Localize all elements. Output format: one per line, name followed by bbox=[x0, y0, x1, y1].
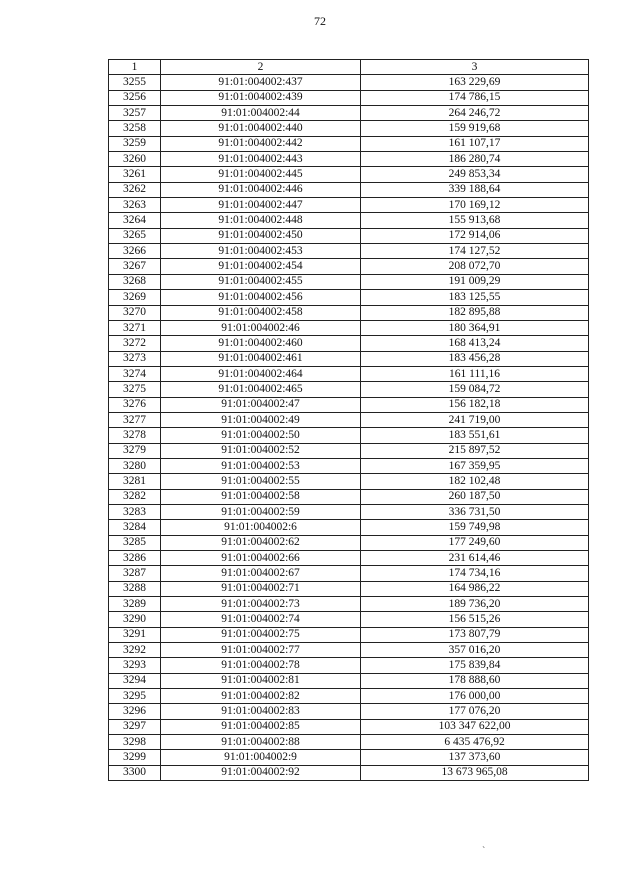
cadastral-value-cell: 137 373,60 bbox=[361, 750, 589, 765]
row-number-cell: 3283 bbox=[109, 504, 161, 519]
cadastral-number-cell: 91:01:004002:49 bbox=[161, 412, 361, 427]
row-number-cell: 3281 bbox=[109, 474, 161, 489]
cadastral-value-cell: 231 614,46 bbox=[361, 551, 589, 566]
cadastral-number-cell: 91:01:004002:437 bbox=[161, 75, 361, 90]
table-row bbox=[109, 612, 589, 627]
row-number-cell: 3273 bbox=[109, 351, 161, 366]
cadastral-number-cell: 91:01:004002:461 bbox=[161, 351, 361, 366]
cadastral-value-cell: 336 731,50 bbox=[361, 504, 589, 519]
cadastral-number-cell: 91:01:004002:448 bbox=[161, 213, 361, 228]
cadastral-value-cell: 208 072,70 bbox=[361, 259, 589, 274]
table-row bbox=[109, 535, 589, 550]
table-row bbox=[109, 198, 589, 213]
cadastral-number-cell: 91:01:004002:78 bbox=[161, 658, 361, 673]
row-number-cell: 3260 bbox=[109, 152, 161, 167]
row-number-cell: 3262 bbox=[109, 182, 161, 197]
cadastral-number-cell: 91:01:004002:44 bbox=[161, 106, 361, 121]
cadastral-number-cell: 91:01:004002:46 bbox=[161, 320, 361, 335]
table-row bbox=[109, 320, 589, 335]
row-number-cell: 3293 bbox=[109, 658, 161, 673]
cadastral-number-cell: 91:01:004002:83 bbox=[161, 704, 361, 719]
row-number-cell: 3296 bbox=[109, 704, 161, 719]
cadastral-value-cell: 161 107,17 bbox=[361, 136, 589, 151]
cadastral-value-cell: 174 127,52 bbox=[361, 244, 589, 259]
column-header-value: 3 bbox=[361, 60, 589, 75]
cadastral-number-cell: 91:01:004002:454 bbox=[161, 259, 361, 274]
cadastral-number-cell: 91:01:004002:59 bbox=[161, 504, 361, 519]
table-row bbox=[109, 75, 589, 90]
row-number-cell: 3284 bbox=[109, 520, 161, 535]
row-number-cell: 3298 bbox=[109, 735, 161, 750]
cadastral-value-cell: 176 000,00 bbox=[361, 689, 589, 704]
cadastral-value-cell: 189 736,20 bbox=[361, 597, 589, 612]
cadastral-value-cell: 264 246,72 bbox=[361, 106, 589, 121]
cadastral-value-cell: 172 914,06 bbox=[361, 228, 589, 243]
cadastral-value-cell: 174 734,16 bbox=[361, 566, 589, 581]
table-row bbox=[109, 458, 589, 473]
column-header-number: 1 bbox=[109, 60, 161, 75]
table-row bbox=[109, 182, 589, 197]
cadastral-value-cell: 174 786,15 bbox=[361, 90, 589, 105]
row-number-cell: 3279 bbox=[109, 443, 161, 458]
cadastral-number-cell: 91:01:004002:71 bbox=[161, 581, 361, 596]
row-number-cell: 3265 bbox=[109, 228, 161, 243]
cadastral-value-cell: 173 807,79 bbox=[361, 627, 589, 642]
cadastral-number-cell: 91:01:004002:453 bbox=[161, 244, 361, 259]
cadastral-number-cell: 91:01:004002:67 bbox=[161, 566, 361, 581]
cadastral-number-cell: 91:01:004002:443 bbox=[161, 152, 361, 167]
row-number-cell: 3263 bbox=[109, 198, 161, 213]
table-body bbox=[109, 75, 589, 781]
row-number-cell: 3272 bbox=[109, 336, 161, 351]
table-row bbox=[109, 643, 589, 658]
table-row bbox=[109, 336, 589, 351]
cadastral-value-table bbox=[108, 59, 589, 781]
cadastral-value-cell: 159 919,68 bbox=[361, 121, 589, 136]
row-number-cell: 3257 bbox=[109, 106, 161, 121]
cadastral-number-cell: 91:01:004002:85 bbox=[161, 719, 361, 734]
cadastral-value-cell: 178 888,60 bbox=[361, 673, 589, 688]
cadastral-number-cell: 91:01:004002:446 bbox=[161, 182, 361, 197]
cadastral-number-cell: 91:01:004002:6 bbox=[161, 520, 361, 535]
row-number-cell: 3258 bbox=[109, 121, 161, 136]
cadastral-number-cell: 91:01:004002:52 bbox=[161, 443, 361, 458]
cadastral-number-cell: 91:01:004002:439 bbox=[161, 90, 361, 105]
table-row bbox=[109, 382, 589, 397]
cadastral-number-cell: 91:01:004002:464 bbox=[161, 366, 361, 381]
table-row bbox=[109, 290, 589, 305]
row-number-cell: 3259 bbox=[109, 136, 161, 151]
table-row bbox=[109, 581, 589, 596]
cadastral-number-cell: 91:01:004002:445 bbox=[161, 167, 361, 182]
table-row bbox=[109, 121, 589, 136]
table-row bbox=[109, 520, 589, 535]
table-row bbox=[109, 443, 589, 458]
table-row bbox=[109, 658, 589, 673]
cadastral-value-cell: 13 673 965,08 bbox=[361, 765, 589, 780]
row-number-cell: 3294 bbox=[109, 673, 161, 688]
row-number-cell: 3255 bbox=[109, 75, 161, 90]
cadastral-number-cell: 91:01:004002:465 bbox=[161, 382, 361, 397]
cadastral-number-cell: 91:01:004002:456 bbox=[161, 290, 361, 305]
column-header-cadastral-number: 2 bbox=[161, 60, 361, 75]
cadastral-number-cell: 91:01:004002:458 bbox=[161, 305, 361, 320]
cadastral-value-cell: 182 895,88 bbox=[361, 305, 589, 320]
row-number-cell: 3295 bbox=[109, 689, 161, 704]
row-number-cell: 3271 bbox=[109, 320, 161, 335]
row-number-cell: 3297 bbox=[109, 719, 161, 734]
cadastral-number-cell: 91:01:004002:440 bbox=[161, 121, 361, 136]
cadastral-number-cell: 91:01:004002:50 bbox=[161, 428, 361, 443]
cadastral-number-cell: 91:01:004002:88 bbox=[161, 735, 361, 750]
row-number-cell: 3264 bbox=[109, 213, 161, 228]
table-row bbox=[109, 351, 589, 366]
table-row bbox=[109, 689, 589, 704]
cadastral-value-cell: 177 249,60 bbox=[361, 535, 589, 550]
cadastral-value-cell: 159 749,98 bbox=[361, 520, 589, 535]
cadastral-number-cell: 91:01:004002:82 bbox=[161, 689, 361, 704]
cadastral-number-cell: 91:01:004002:460 bbox=[161, 336, 361, 351]
table-row bbox=[109, 152, 589, 167]
table-row bbox=[109, 765, 589, 780]
table-row bbox=[109, 259, 589, 274]
cadastral-value-cell: 191 009,29 bbox=[361, 274, 589, 289]
cadastral-number-cell: 91:01:004002:450 bbox=[161, 228, 361, 243]
cadastral-value-cell: 182 102,48 bbox=[361, 474, 589, 489]
table-row bbox=[109, 366, 589, 381]
cadastral-number-cell: 91:01:004002:73 bbox=[161, 597, 361, 612]
row-number-cell: 3291 bbox=[109, 627, 161, 642]
table-row bbox=[109, 735, 589, 750]
row-number-cell: 3261 bbox=[109, 167, 161, 182]
row-number-cell: 3256 bbox=[109, 90, 161, 105]
cadastral-number-cell: 91:01:004002:62 bbox=[161, 535, 361, 550]
cadastral-value-cell: 357 016,20 bbox=[361, 643, 589, 658]
table-row bbox=[109, 566, 589, 581]
cadastral-value-cell: 167 359,95 bbox=[361, 458, 589, 473]
cadastral-number-cell: 91:01:004002:9 bbox=[161, 750, 361, 765]
table-header-row bbox=[109, 60, 589, 75]
table-row bbox=[109, 397, 589, 412]
table-row bbox=[109, 274, 589, 289]
cadastral-number-cell: 91:01:004002:81 bbox=[161, 673, 361, 688]
cadastral-value-cell: 6 435 476,92 bbox=[361, 735, 589, 750]
cadastral-value-cell: 163 229,69 bbox=[361, 75, 589, 90]
row-number-cell: 3268 bbox=[109, 274, 161, 289]
table-row bbox=[109, 704, 589, 719]
cadastral-number-cell: 91:01:004002:66 bbox=[161, 551, 361, 566]
cadastral-number-cell: 91:01:004002:455 bbox=[161, 274, 361, 289]
table-row bbox=[109, 305, 589, 320]
table-row bbox=[109, 597, 589, 612]
cadastral-value-cell: 159 084,72 bbox=[361, 382, 589, 397]
row-number-cell: 3299 bbox=[109, 750, 161, 765]
footer-mark: ` bbox=[482, 846, 486, 857]
cadastral-number-cell: 91:01:004002:58 bbox=[161, 489, 361, 504]
row-number-cell: 3266 bbox=[109, 244, 161, 259]
cadastral-value-cell: 180 364,91 bbox=[361, 320, 589, 335]
table-row bbox=[109, 551, 589, 566]
row-number-cell: 3267 bbox=[109, 259, 161, 274]
row-number-cell: 3275 bbox=[109, 382, 161, 397]
table-row bbox=[109, 504, 589, 519]
cadastral-value-cell: 183 551,61 bbox=[361, 428, 589, 443]
cadastral-value-cell: 164 986,22 bbox=[361, 581, 589, 596]
cadastral-value-cell: 241 719,00 bbox=[361, 412, 589, 427]
table-row bbox=[109, 213, 589, 228]
table-row bbox=[109, 719, 589, 734]
row-number-cell: 3274 bbox=[109, 366, 161, 381]
cadastral-number-cell: 91:01:004002:55 bbox=[161, 474, 361, 489]
cadastral-number-cell: 91:01:004002:53 bbox=[161, 458, 361, 473]
row-number-cell: 3288 bbox=[109, 581, 161, 596]
cadastral-value-cell: 177 076,20 bbox=[361, 704, 589, 719]
row-number-cell: 3269 bbox=[109, 290, 161, 305]
page-number: 72 bbox=[314, 14, 326, 28]
cadastral-value-cell: 175 839,84 bbox=[361, 658, 589, 673]
row-number-cell: 3280 bbox=[109, 458, 161, 473]
cadastral-value-cell: 170 169,12 bbox=[361, 198, 589, 213]
table-row bbox=[109, 750, 589, 765]
table-row bbox=[109, 673, 589, 688]
cadastral-value-cell: 249 853,34 bbox=[361, 167, 589, 182]
cadastral-value-cell: 215 897,52 bbox=[361, 443, 589, 458]
row-number-cell: 3282 bbox=[109, 489, 161, 504]
table-row bbox=[109, 474, 589, 489]
cadastral-value-cell: 103 347 622,00 bbox=[361, 719, 589, 734]
table-row bbox=[109, 627, 589, 642]
row-number-cell: 3277 bbox=[109, 412, 161, 427]
cadastral-value-cell: 183 125,55 bbox=[361, 290, 589, 305]
cadastral-value-cell: 186 280,74 bbox=[361, 152, 589, 167]
row-number-cell: 3276 bbox=[109, 397, 161, 412]
table-row bbox=[109, 412, 589, 427]
cadastral-number-cell: 91:01:004002:47 bbox=[161, 397, 361, 412]
cadastral-value-cell: 161 111,16 bbox=[361, 366, 589, 381]
row-number-cell: 3285 bbox=[109, 535, 161, 550]
table-row bbox=[109, 428, 589, 443]
cadastral-number-cell: 91:01:004002:75 bbox=[161, 627, 361, 642]
table-row bbox=[109, 244, 589, 259]
row-number-cell: 3289 bbox=[109, 597, 161, 612]
cadastral-value-cell: 168 413,24 bbox=[361, 336, 589, 351]
row-number-cell: 3286 bbox=[109, 551, 161, 566]
cadastral-number-cell: 91:01:004002:92 bbox=[161, 765, 361, 780]
cadastral-number-cell: 91:01:004002:77 bbox=[161, 643, 361, 658]
cadastral-value-cell: 155 913,68 bbox=[361, 213, 589, 228]
cadastral-value-cell: 260 187,50 bbox=[361, 489, 589, 504]
cadastral-number-cell: 91:01:004002:442 bbox=[161, 136, 361, 151]
cadastral-value-cell: 339 188,64 bbox=[361, 182, 589, 197]
cadastral-value-cell: 156 182,18 bbox=[361, 397, 589, 412]
table-row bbox=[109, 167, 589, 182]
cadastral-number-cell: 91:01:004002:74 bbox=[161, 612, 361, 627]
row-number-cell: 3287 bbox=[109, 566, 161, 581]
row-number-cell: 3292 bbox=[109, 643, 161, 658]
row-number-cell: 3278 bbox=[109, 428, 161, 443]
table-row bbox=[109, 489, 589, 504]
row-number-cell: 3290 bbox=[109, 612, 161, 627]
table-row bbox=[109, 136, 589, 151]
table-row bbox=[109, 228, 589, 243]
table-row bbox=[109, 90, 589, 105]
cadastral-number-cell: 91:01:004002:447 bbox=[161, 198, 361, 213]
row-number-cell: 3270 bbox=[109, 305, 161, 320]
cadastral-value-cell: 183 456,28 bbox=[361, 351, 589, 366]
row-number-cell: 3300 bbox=[109, 765, 161, 780]
table-row bbox=[109, 106, 589, 121]
cadastral-value-cell: 156 515,26 bbox=[361, 612, 589, 627]
